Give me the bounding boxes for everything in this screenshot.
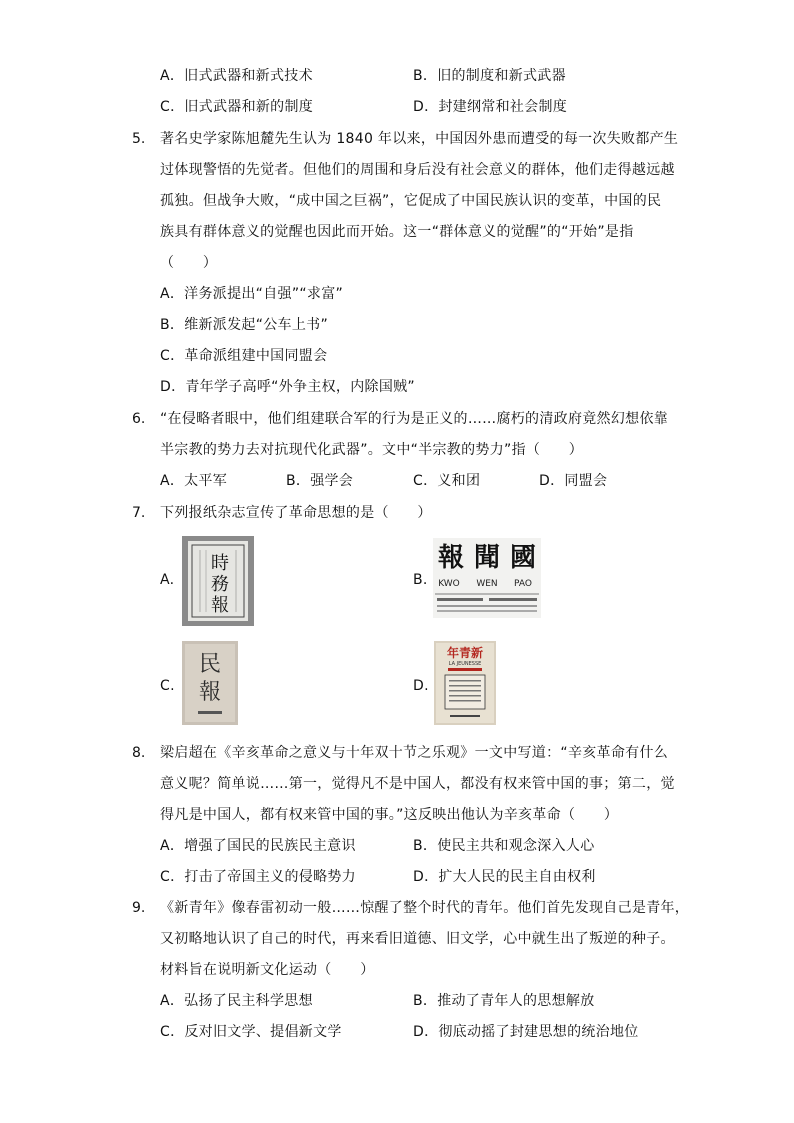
q6-stem-line-1: “在侵略者眼中，他们组建联合军的行为是正义的……腐朽的清政府竟然幻想依靠	[160, 411, 669, 427]
q4-option-b: B．旧的制度和新式武器	[413, 68, 566, 84]
q7-number: 7.	[132, 505, 146, 521]
q8-option-d: D．扩大人民的民主自由权利	[413, 869, 596, 885]
q9-stem-line-1: 《新青年》像春雷初动一般……惊醒了整个时代的青年。他们首先发现自己是青年，	[160, 900, 690, 916]
shiwubao-char-3: 報	[211, 595, 229, 616]
q9-option-b: B．推动了青年人的思想解放	[413, 993, 595, 1009]
q5-stem-line-5: （ ）	[160, 255, 218, 271]
q8-option-a: A．增强了国民的民族民主意识	[160, 838, 356, 854]
q5-stem-line-2: 过体现警悟的先觉者。但他们的周围和身后没有社会意义的群体，他们走得越远越	[160, 162, 675, 178]
q6-option-c: C．义和团	[413, 473, 481, 489]
q9-option-d: D．彻底动摇了封建思想的统治地位	[413, 1024, 639, 1040]
q6-stem-line-2: 半宗教的势力去对抗现代化武器”。文中“半宗教的势力”指（ ）	[160, 442, 584, 458]
minbao-image	[182, 641, 238, 725]
q7-stem: 下列报纸杂志宣传了革命思想的是（ ）	[160, 505, 432, 521]
q5-number: 5.	[132, 131, 146, 147]
q8-stem-line-3: 得凡是中国人，都有权来管中国的事。”这反映出他认为辛亥革命（ ）	[160, 807, 619, 823]
q7-option-b-label: B.	[413, 572, 428, 588]
q6-option-b: B．强学会	[286, 473, 354, 489]
q7-option-d-label: D.	[413, 678, 429, 694]
q4-option-c: C．旧式武器和新的制度	[160, 99, 314, 115]
xinqingnian-image	[434, 641, 496, 725]
guowenbao-char-2: 聞	[473, 543, 501, 573]
guowenbao-image	[433, 538, 541, 618]
q5-option-b: B．维新派发起“公车上书”	[160, 317, 329, 333]
guowenbao-char-1: 報	[437, 543, 465, 573]
q4-option-d: D．封建纲常和社会制度	[413, 99, 568, 115]
q9-option-a: A．弘扬了民主科学思想	[160, 993, 313, 1009]
q8-number: 8.	[132, 745, 146, 761]
guowenbao-roman-1: KWO	[438, 579, 460, 589]
q9-number: 9.	[132, 900, 146, 916]
shiwubao-char-1: 時	[211, 553, 229, 574]
q5-option-a: A．洋务派提出“自强”“求富”	[160, 286, 344, 302]
q5-stem-line-3: 孤独。但战争大败，“成中国之巨祸”，它促成了中国民族认识的变革，中国的民	[160, 193, 662, 209]
shiwubao-image	[182, 536, 254, 626]
q5-option-c: C．革命派组建中国同盟会	[160, 348, 328, 364]
q8-option-c: C．打击了帝国主义的侵略势力	[160, 869, 356, 885]
q5-stem-line-4: 族具有群体意义的觉醒也因此而开始。这一“群体意义的觉醒”的“开始”是指	[160, 224, 634, 240]
guowenbao-char-3: 國	[509, 543, 537, 573]
guowenbao-roman-3: PAO	[514, 579, 532, 589]
minbao-char-1: 民	[198, 652, 222, 677]
xinqingnian-subtitle: LA JEUNESSE	[448, 661, 482, 667]
minbao-char-2: 報	[198, 680, 222, 705]
q8-stem-line-2: 意义呢？简单说……第一，觉得凡不是中国人，都没有权来管中国的事；第二，觉	[160, 776, 675, 792]
q5-stem-line-1: 著名史学家陈旭麓先生认为 1840 年以来，中国因外患而遭受的每一次失败都产生	[160, 131, 679, 147]
q5-option-d: D．青年学子高呼“外争主权，内除国贼”	[160, 379, 415, 395]
shiwubao-char-2: 務	[211, 574, 229, 595]
q6-option-a: A．太平军	[160, 473, 228, 489]
q7-option-a-label: A.	[160, 572, 175, 588]
q7-option-c-label: C.	[160, 678, 175, 694]
q6-number: 6.	[132, 411, 146, 427]
xinqingnian-title: 年青新	[446, 646, 484, 660]
q8-option-b: B．使民主共和观念深入人心	[413, 838, 595, 854]
q8-stem-line-1: 梁启超在《辛亥革命之意义与十年双十节之乐观》一文中写道：“辛亥革命有什么	[160, 745, 669, 761]
q9-stem-line-2: 又初略地认识了自己的时代，再来看旧道德、旧文学，心中就生出了叛逆的种子。	[160, 931, 675, 947]
q6-option-d: D．同盟会	[539, 473, 608, 489]
guowenbao-roman-2: WEN	[476, 579, 498, 589]
q9-stem-line-3: 材料旨在说明新文化运动（ ）	[160, 962, 375, 978]
q9-option-c: C．反对旧文学、提倡新文学	[160, 1024, 342, 1040]
q4-option-a: A．旧式武器和新式技术	[160, 68, 313, 84]
